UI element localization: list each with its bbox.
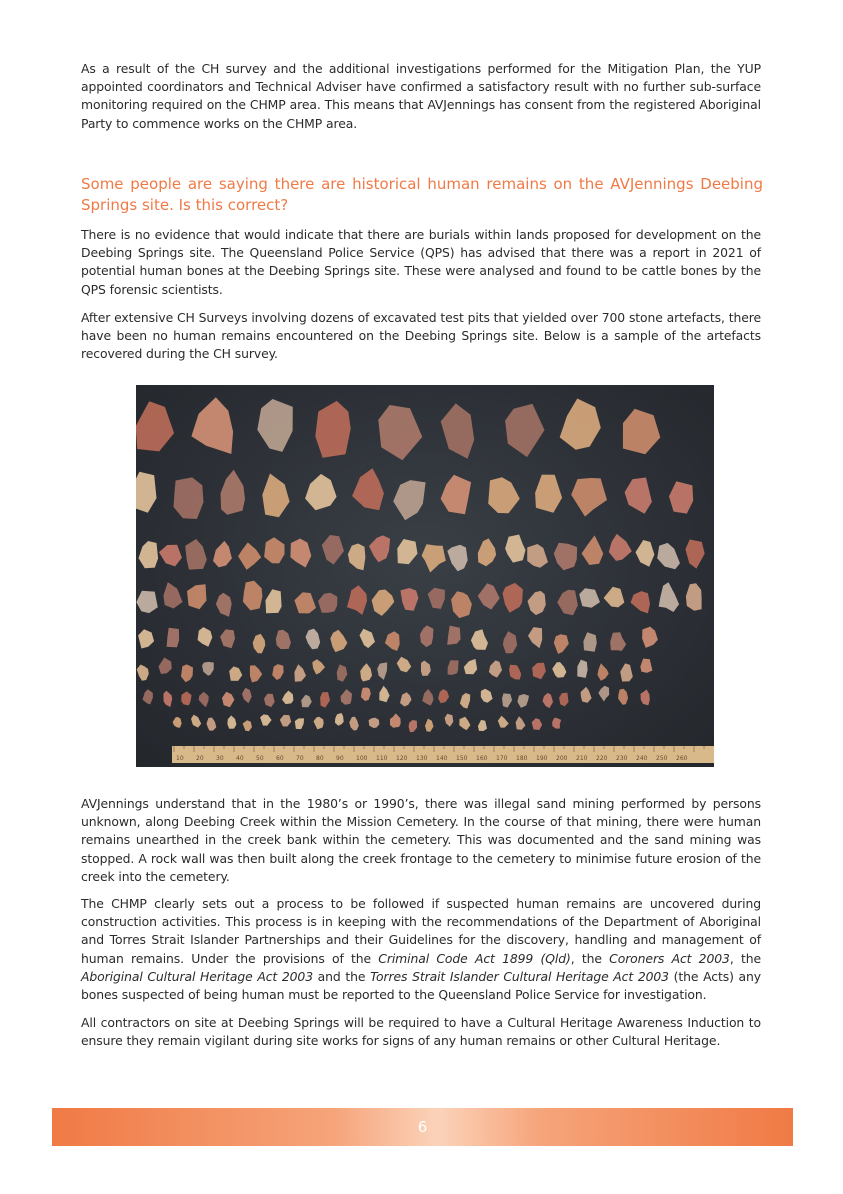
stone-artefact (552, 662, 566, 678)
stone-artefact (390, 713, 401, 727)
stone-artefact (272, 664, 283, 680)
ruler-tick-label: 220 (596, 755, 608, 762)
stone-artefact (438, 689, 449, 703)
stone-artefact (560, 399, 601, 450)
stone-artefact (257, 399, 293, 452)
ruler-tick-label: 260 (676, 755, 688, 762)
stone-artefact (528, 591, 546, 615)
stone-artefact (253, 634, 266, 654)
stone-artefact (502, 693, 512, 707)
stone-artefact (509, 665, 521, 680)
stone-artefact (636, 540, 655, 567)
ruler-tick-label: 40 (236, 755, 244, 762)
stone-artefact (552, 718, 561, 729)
stone-artefact (400, 692, 412, 706)
stone-artefact (280, 715, 291, 727)
stone-artefact (136, 401, 174, 451)
stone-artefact (337, 664, 348, 681)
stone-artefact (478, 583, 500, 609)
stone-artefact (669, 481, 693, 513)
stone-artefact (441, 475, 472, 514)
stone-artefact (445, 714, 454, 727)
stone-artefact (341, 689, 352, 705)
stone-artefact (517, 694, 529, 708)
stone-artefact (306, 629, 321, 650)
stone-artefact (137, 665, 149, 681)
stone-artefact (459, 717, 470, 730)
stone-artefact (167, 628, 180, 648)
stone-artefact (312, 659, 325, 674)
stone-artefact (393, 480, 425, 520)
measuring-ruler (172, 746, 714, 763)
stone-artefact (488, 477, 520, 513)
stone-artefact (685, 540, 704, 569)
stone-artefact (318, 593, 337, 613)
stone-artefact (191, 397, 233, 454)
stone-artefact (216, 593, 232, 617)
stone-artefact (441, 403, 475, 458)
stone-artefact (181, 664, 193, 682)
contractors-paragraph: All contractors on site at Deebing Springs will be required to have a Cultural Heritage Awareness Induction to ensure they remain vigilant during site works for signs of any human remains or other Cultural Heritage. (81, 1015, 761, 1049)
stone-artefact (347, 585, 367, 615)
stone-artefact (264, 694, 275, 707)
stone-artefact (625, 478, 652, 514)
ruler-tick-label: 180 (516, 755, 528, 762)
stone-artefact (618, 689, 628, 705)
stone-artefact (516, 716, 526, 730)
stone-artefact (471, 629, 488, 650)
stone-artefact (187, 584, 207, 609)
ruler-tick-label: 160 (476, 755, 488, 762)
stone-artefact (227, 715, 236, 728)
stone-artefact (532, 718, 543, 730)
ruler-tick-label: 140 (436, 755, 448, 762)
stone-artefact (620, 663, 633, 681)
stone-artefact (348, 544, 366, 571)
stone-artefact (260, 714, 272, 725)
stone-artefact (242, 688, 252, 703)
stone-artefact (250, 665, 262, 682)
stone-artefact (335, 713, 344, 726)
ruler-tick-label: 90 (336, 755, 344, 762)
stone-artefact (464, 659, 477, 674)
stone-artefact (262, 474, 289, 518)
ruler-tick-label: 110 (376, 755, 388, 762)
stone-artefact (400, 588, 418, 611)
ruler-tick-label: 100 (356, 755, 368, 762)
stone-artefact (229, 666, 242, 681)
stone-artefact (361, 688, 371, 702)
ruler-tick-label: 50 (256, 755, 264, 762)
stone-artefact (322, 535, 344, 565)
stone-artefact (397, 539, 417, 564)
stone-artefact (369, 718, 380, 728)
page-footer (52, 1108, 793, 1146)
stone-artefact (163, 691, 172, 708)
stone-artefact (686, 583, 702, 611)
stone-artefact (136, 472, 157, 513)
stone-artefact (181, 691, 191, 705)
artefacts-image (136, 385, 714, 767)
stone-artefact (640, 659, 652, 673)
stone-artefact (577, 660, 587, 678)
stone-artefact (301, 695, 312, 707)
stone-artefact (420, 625, 433, 647)
stone-artefact (207, 718, 217, 731)
ruler-tick-label: 120 (396, 755, 408, 762)
stone-artefact (352, 468, 384, 510)
coroners-act: Coroners Act 2003 (609, 950, 730, 966)
stone-artefact (295, 718, 304, 729)
stone-artefact (581, 687, 592, 703)
ruler-tick-label: 30 (216, 755, 224, 762)
chmp-text-5: (the Acts) any bones suspected of being human must be reported to the Queensland Police Service for investigation. (81, 968, 761, 1003)
stone-artefact (372, 590, 395, 616)
stone-artefact (503, 631, 517, 653)
stone-artefacts-photo (136, 385, 714, 767)
stone-artefact (378, 405, 422, 460)
stone-artefact (360, 629, 376, 648)
intro-paragraph: As a result of the CH survey and the additional investigations performed for the Mitigation Plan, the YUP appointed coordinators and Technical Adviser have confirmed a satisfactory result with no further sub-surface monitoring required on the CHMP area. This means that AVJennings has consent from the registered Aboriginal Party to commence works on the CHMP area. (81, 61, 761, 131)
stone-artefact (598, 686, 609, 702)
stone-artefact (243, 581, 263, 611)
stone-artefact (657, 543, 680, 569)
ruler-tick-label: 240 (636, 755, 648, 762)
chmp-text-1: The CHMP clearly sets out a process to be followed if suspected human remains are uncovered during construction activities. This process is in keeping with the recommendations of the Department of Aboriginal and Torres Strait Islander Partnerships and their Guidelines for the discovery, handling and management of human remains. Under the provisions of the (81, 896, 761, 966)
sand-mining-paragraph: AVJennings understand that in the 1980’s or 1990’s, there was illegal sand mining performed by persons unknown, along Deebing Creek within the Mission Cemetery. In the course of that mining, there were human remains unearthed in the creek bank within the cemetery. This was documented and the sand mining was stopped. A rock wall was then built along the creek frontage to the cemetery to minimise future erosion of the creek into the cemetery. (81, 796, 761, 884)
page-number: 6 (417, 1118, 428, 1136)
stone-artefact (428, 588, 445, 609)
stone-artefact (498, 716, 509, 728)
stone-artefact (136, 591, 158, 613)
torres-strait-cultural-heritage-act: Torres Strait Islander Cultural Heritage Act 2003 (370, 968, 669, 984)
stone-artefact (559, 693, 568, 707)
stone-artefact (505, 535, 525, 563)
stone-artefact (532, 663, 546, 680)
stone-artefact (191, 715, 201, 728)
stone-artefact (143, 689, 153, 704)
stone-artefact (163, 582, 182, 608)
stone-artefact (185, 539, 207, 570)
stone-artefact (451, 591, 472, 618)
stone-artefact (264, 537, 284, 563)
stone-artefact (460, 693, 470, 709)
stone-artefact (489, 660, 502, 677)
stone-artefact (478, 538, 496, 566)
stone-artefact (447, 626, 460, 645)
chmp-text-3: , the (729, 950, 761, 966)
stone-artefact (604, 587, 625, 608)
stone-artefact (222, 692, 234, 707)
stone-artefact (659, 582, 679, 612)
stone-artefact (360, 663, 372, 681)
stone-artefact (238, 542, 261, 570)
stone-artefact (503, 583, 523, 613)
stone-artefact (422, 544, 446, 572)
stone-artefact (320, 692, 330, 708)
ruler-tick-label: 80 (316, 755, 324, 762)
stone-artefact (139, 541, 159, 568)
ruler-tick-label: 200 (556, 755, 568, 762)
stone-artefact (425, 719, 434, 732)
stone-artefact (505, 404, 544, 457)
stone-artefact (448, 660, 459, 675)
stone-artefact (481, 689, 493, 703)
stone-artefact (642, 627, 658, 648)
stone-artefact (276, 630, 291, 649)
stone-artefact (527, 544, 548, 568)
stone-artefact (597, 663, 608, 681)
stone-artefact (421, 661, 431, 676)
stone-artefact (282, 691, 293, 705)
ruler-tick-label: 10 (176, 755, 184, 762)
stone-artefact (290, 539, 311, 568)
chmp-text-2: , the (570, 950, 610, 966)
ruler-tick-label: 70 (296, 755, 304, 762)
ruler-tick-label: 150 (456, 755, 468, 762)
ruler-tick-label: 230 (616, 755, 628, 762)
stone-artefact (221, 470, 246, 515)
answer-paragraph-1: There is no evidence that would indicate that there are burials within lands proposed for development on the Deebing Springs site. The Queensland Police Service (QPS) has advised that there was a report in 2021 of potential human bones at the Deebing Springs site. These were analysed and found to be cattle bones by the QPS forensic scientists. (81, 227, 761, 297)
stone-artefact (447, 545, 467, 571)
stone-artefact (571, 478, 607, 517)
stone-artefact (213, 541, 232, 568)
stone-artefact (641, 690, 650, 706)
ruler-tick-label: 250 (656, 755, 668, 762)
ruler-tick-label: 170 (496, 755, 508, 762)
stone-artefact (554, 543, 577, 571)
stone-artefact (554, 634, 569, 654)
stone-artefact (397, 657, 412, 673)
stone-artefact (557, 590, 578, 616)
stone-artefact (294, 592, 316, 613)
stone-artefact (583, 632, 596, 652)
stone-artefact (422, 689, 433, 706)
aboriginal-cultural-heritage-act: Aboriginal Cultural Heritage Act 2003 (81, 968, 313, 984)
stone-artefact (582, 535, 604, 565)
question-heading: Some people are saying there are historical human remains on the AVJennings Deebing Springs site. Is this correct? (81, 175, 763, 214)
stone-artefact (528, 627, 542, 648)
stone-artefact (199, 692, 209, 707)
stone-artefact (535, 475, 562, 513)
stone-artefact (174, 477, 204, 519)
ruler-tick-label: 60 (276, 755, 284, 762)
answer-paragraph-2: After extensive CH Surveys involving dozens of excavated test pits that yielded over 700 stone artefacts, there have been no human remains encountered on the Deebing Springs site. Below is a sample of the artefacts recovered during the CH survey. (81, 310, 761, 362)
stone-artefact (159, 658, 172, 675)
ruler-tick-label: 130 (416, 755, 428, 762)
stone-artefact (138, 629, 154, 648)
stone-artefact (379, 686, 389, 702)
stone-artefact (243, 720, 252, 731)
ruler-tick-label: 210 (576, 755, 588, 762)
ruler-tick-label: 190 (536, 755, 548, 762)
stone-artefact (294, 664, 306, 682)
stone-artefact (377, 662, 387, 680)
stone-artefact (330, 630, 347, 652)
stone-artefact (610, 632, 626, 651)
stone-artefact (349, 717, 359, 731)
stone-artefact (173, 717, 182, 728)
stone-artefact (543, 693, 554, 708)
stone-artefact (159, 545, 182, 567)
stone-artefact (305, 474, 337, 510)
chmp-text-4: and the (312, 968, 371, 984)
stone-artefact (478, 720, 487, 731)
ruler-tick-label: 20 (196, 755, 204, 762)
stone-artefact (631, 591, 651, 613)
stone-artefact (409, 720, 418, 732)
stone-artefact (623, 409, 660, 454)
stone-artefact (609, 534, 632, 561)
stone-artefact (198, 627, 213, 647)
stone-artefact (315, 401, 350, 458)
stone-artefact (579, 588, 600, 608)
stone-artefact (369, 535, 390, 562)
stone-artefact (266, 589, 282, 613)
criminal-code-act: Criminal Code Act 1899 (Qld) (378, 950, 571, 966)
chmp-process-paragraph (81, 895, 761, 1004)
stone-artefact (314, 717, 324, 730)
stone-artefact (385, 631, 400, 651)
stone-artefact (202, 662, 214, 676)
stone-artefact (220, 629, 235, 648)
